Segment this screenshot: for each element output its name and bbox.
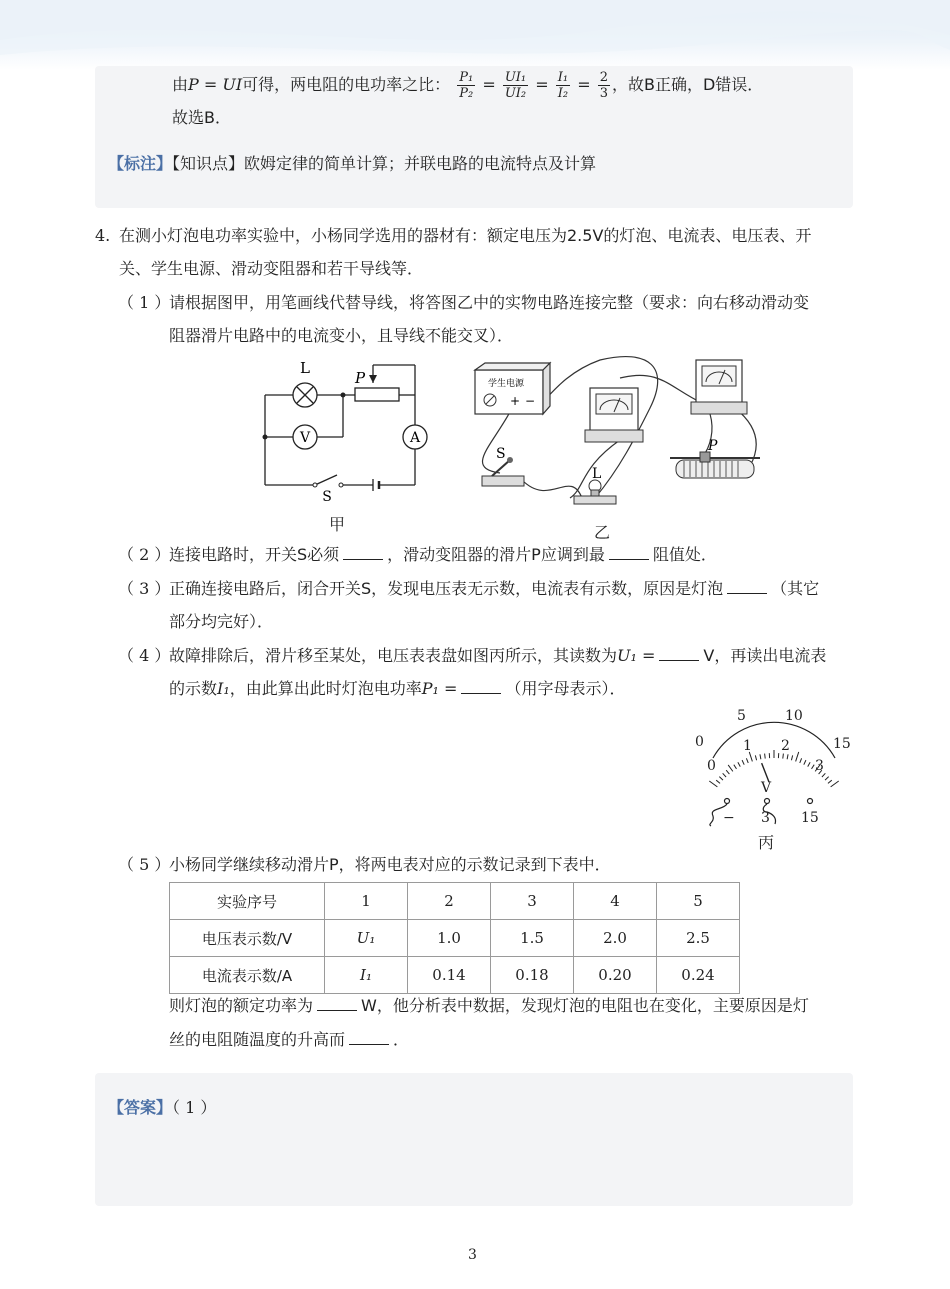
part-4-text-c: 的示数 — [169, 679, 218, 698]
table-row — [170, 920, 740, 957]
table-cell: 2.0 — [574, 920, 657, 957]
header-wave-decoration — [0, 0, 950, 70]
figure-caption-bing: 丙 — [758, 833, 775, 852]
dial-tick — [804, 760, 806, 765]
voltmeter-dial-bing — [685, 700, 860, 840]
part-3-line-2: 部分均完好）． — [169, 612, 274, 631]
bottom-scale-1: 1 — [743, 738, 752, 754]
apparatus-diagram-yi — [470, 348, 770, 518]
top-scale-0: 0 — [695, 734, 704, 750]
part-4-text-a: 故障排除后，滑片移至某处，电压表表盘如图丙所示，其读数为 — [169, 646, 618, 665]
dial-unit-V: V — [761, 780, 772, 796]
table-header-cell: 实验序号 — [170, 883, 325, 920]
dial-tick — [828, 780, 832, 783]
label-A: A — [409, 430, 421, 446]
dial-tick — [825, 777, 829, 780]
part-5-after-line-2 — [169, 1029, 409, 1051]
ammeter-physical — [585, 388, 643, 442]
dial-tick — [755, 755, 756, 760]
answer-tag: 【答案】 — [108, 1098, 173, 1117]
dial-tick — [719, 777, 723, 780]
part-5-after-text-a: 则灯泡的额定功率为 — [169, 996, 314, 1015]
voltmeter-physical — [691, 360, 747, 414]
top-scale-5: 5 — [737, 708, 746, 724]
slider-arrow-icon — [369, 375, 377, 383]
part-5-label: （ 5 ） — [118, 855, 171, 874]
part-4-text-d: ，由此算出此时灯泡电功率 — [229, 679, 422, 698]
part-4-line-2 — [169, 678, 625, 700]
part-1-line-2: 阻器滑片电路中的电流变小，且导线不能交叉）． — [169, 326, 514, 345]
terminal-15: 15 — [801, 810, 819, 826]
part-1-label: （ 1 ） — [118, 293, 171, 312]
part-5-after-text-b: W，他分析表中数据，发现灯泡的电阻也在变化，主要原因是灯 — [361, 996, 809, 1015]
table-cell: I₁ — [325, 957, 408, 994]
frac-den: UI₂ — [504, 86, 527, 101]
dial-tick — [765, 754, 766, 759]
dial-tick — [787, 754, 788, 759]
terminal-minus: − — [723, 810, 735, 826]
table-cell: 电流表示数/A — [170, 957, 325, 994]
part-2-text — [169, 544, 717, 566]
part-3-line-1 — [169, 578, 819, 600]
dial-tick — [791, 755, 792, 760]
var-P1: P₁ = — [421, 679, 458, 698]
dial-tick — [796, 752, 799, 762]
part-2-label: （ 2 ） — [118, 545, 171, 564]
label-P: P — [354, 369, 366, 387]
table-cell: 1.5 — [491, 920, 574, 957]
part-2-text-c: 阻值处． — [652, 545, 717, 564]
label-S: S — [322, 489, 332, 505]
blank-rated-power[interactable] — [317, 996, 357, 1011]
rheostat-label-P: P — [708, 438, 718, 454]
dial-tick — [760, 754, 761, 759]
bottom-scale-3: 3 — [815, 758, 824, 774]
table-cell: 0.14 — [408, 957, 491, 994]
table-cell: 1.0 — [408, 920, 491, 957]
table-header-cell: 1 — [325, 883, 408, 920]
blank-voltage-reading[interactable] — [659, 646, 699, 661]
fraction-2-3 — [598, 70, 610, 101]
formula-p-ui: P = UI — [188, 75, 243, 94]
part-3-text-b: （其它 — [771, 579, 820, 598]
answer-text: （ 1 ） — [172, 1098, 217, 1117]
table-header-cell: 2 — [408, 883, 491, 920]
frac-num: P₁ — [459, 70, 474, 85]
table-header-cell: 4 — [574, 883, 657, 920]
fraction-i1-i2 — [556, 70, 570, 101]
frac-den: I₂ — [557, 86, 569, 101]
table-header-row — [170, 883, 740, 920]
frac-num: 2 — [599, 70, 608, 85]
bottom-scale-0: 0 — [707, 758, 716, 774]
blank-resistance-position[interactable] — [609, 545, 649, 560]
frac-den: 3 — [599, 86, 608, 101]
solution-text: 由 — [172, 75, 189, 94]
table-cell: 电压表示数/V — [170, 920, 325, 957]
dial-tick — [709, 781, 717, 787]
fraction-ui1-ui2 — [503, 70, 528, 101]
table-cell: U₁ — [325, 920, 408, 957]
solution-text: ，故B正确，D错误． — [611, 75, 764, 94]
question-stem-line-1: 在测小灯泡电功率实验中，小杨同学选用的器材有：额定电压为2.5V的灯泡、电流表、电压表、开 — [119, 226, 812, 245]
dial-tick — [726, 770, 729, 774]
part-5-after-line-1 — [169, 995, 809, 1017]
data-table — [169, 882, 740, 994]
dial-tick — [723, 773, 726, 777]
part-4-text-e: （用字母表示）． — [505, 679, 626, 698]
blank-lamp-fault[interactable] — [727, 579, 767, 594]
table-header-cell: 3 — [491, 883, 574, 920]
circuit-diagram-jia — [255, 355, 435, 535]
knowledge-note — [108, 153, 596, 175]
bottom-scale-2: 2 — [781, 738, 790, 754]
frac-num: I₁ — [557, 70, 569, 85]
note-tag: 【标注】 — [108, 154, 173, 173]
frac-num: UI₁ — [504, 70, 527, 85]
blank-power-expression[interactable] — [461, 679, 501, 694]
part-2-text-b: ，滑动变阻器的滑片P应调到最 — [387, 545, 605, 564]
dial-tick — [728, 765, 733, 771]
part-2-text-a: 连接电路时，开关S必须 — [169, 545, 340, 564]
dial-tick — [742, 760, 744, 765]
answer-line — [108, 1097, 216, 1119]
top-scale-10: 10 — [785, 708, 803, 724]
power-supply-label: 学生电源 — [487, 379, 525, 389]
dial-tick — [831, 781, 839, 787]
dial-tick — [738, 762, 740, 766]
part-4-line-1 — [169, 645, 826, 667]
blank-resistance-trend[interactable] — [349, 1030, 389, 1045]
switch — [482, 446, 524, 486]
part-3-text-a: 正确连接电路后，闭合开关S，发现电压表无示数，电流表有示数，原因是灯泡 — [169, 579, 724, 598]
top-scale-15: 15 — [833, 736, 851, 752]
dial-tick — [783, 754, 784, 759]
dial-tick — [812, 765, 815, 769]
part-4-text-b: V，再读出电流表 — [703, 646, 827, 665]
lamp-label-L: L — [592, 466, 602, 482]
label-L: L — [300, 359, 310, 377]
part-4-label: （ 4 ） — [118, 646, 171, 665]
table-row — [170, 957, 740, 994]
var-U1: U₁ = — [617, 646, 656, 665]
var-I1: I₁ — [217, 679, 230, 698]
dial-tick — [734, 765, 737, 769]
part-5-text: 小杨同学继续移动滑片P，将两电表对应的示数记录到下表中． — [169, 855, 611, 874]
dial-tick — [746, 758, 748, 763]
lamp-symbol — [293, 383, 317, 407]
table-cell: 0.20 — [574, 957, 657, 994]
blank-switch-state[interactable] — [343, 545, 383, 560]
table-cell: 2.5 — [657, 920, 740, 957]
solution-line-1: 由P = UI可得，两电阻的电功率之比： $\frac{\text{P₁}}{\text{P₂}}$ = $\frac{\text{UI₁}}{\text{UI₂}}$ = $\frac{\text{I₁}}{\text{I₂}}$ = $\frac{2}{3}$ ，故B正确，D错误． — [172, 70, 764, 101]
power-supply — [475, 363, 550, 414]
dial-tick — [808, 762, 810, 766]
part-3-label: （ 3 ） — [118, 579, 171, 598]
table-header-cell: 5 — [657, 883, 740, 920]
dial-tick — [800, 758, 802, 763]
fraction-p1-p2 — [457, 70, 475, 101]
table-cell: 0.24 — [657, 957, 740, 994]
solution-text: 可得，两电阻的电功率之比： — [242, 75, 451, 94]
minus-terminal-label: − — [525, 394, 536, 408]
question-number: 4. — [95, 226, 111, 245]
label-V: V — [299, 430, 311, 446]
question-stem-line-2: 关、学生电源、滑动变阻器和若干导线等． — [119, 259, 424, 278]
part-5-after-text-d: ． — [393, 1030, 410, 1049]
part-1-line-1: 请根据图甲，用笔画线代替导线，将答图乙中的实物电路连接完整（要求：向右移动滑动变 — [169, 293, 810, 312]
page-header-band — [0, 0, 950, 70]
frac-den: P₂ — [459, 86, 474, 101]
plus-terminal-label: + — [510, 394, 521, 408]
figure-caption-yi: 乙 — [594, 523, 611, 542]
note-text: 【知识点】欧姆定律的简单计算；并联电路的电流特点及计算 — [172, 154, 597, 173]
dial-tick — [716, 780, 720, 783]
switch-label-S: S — [496, 446, 506, 462]
answer-box — [95, 1073, 853, 1206]
terminal-3: 3 — [761, 810, 770, 826]
page-number: 3 — [468, 1247, 477, 1263]
figure-caption-jia: 甲 — [329, 515, 346, 534]
table-cell: 0.18 — [491, 957, 574, 994]
part-5-after-text-c: 丝的电阻随温度的升高而 — [169, 1030, 346, 1049]
solution-line-2: 故选B． — [172, 108, 231, 127]
rheostat-physical — [670, 438, 760, 478]
